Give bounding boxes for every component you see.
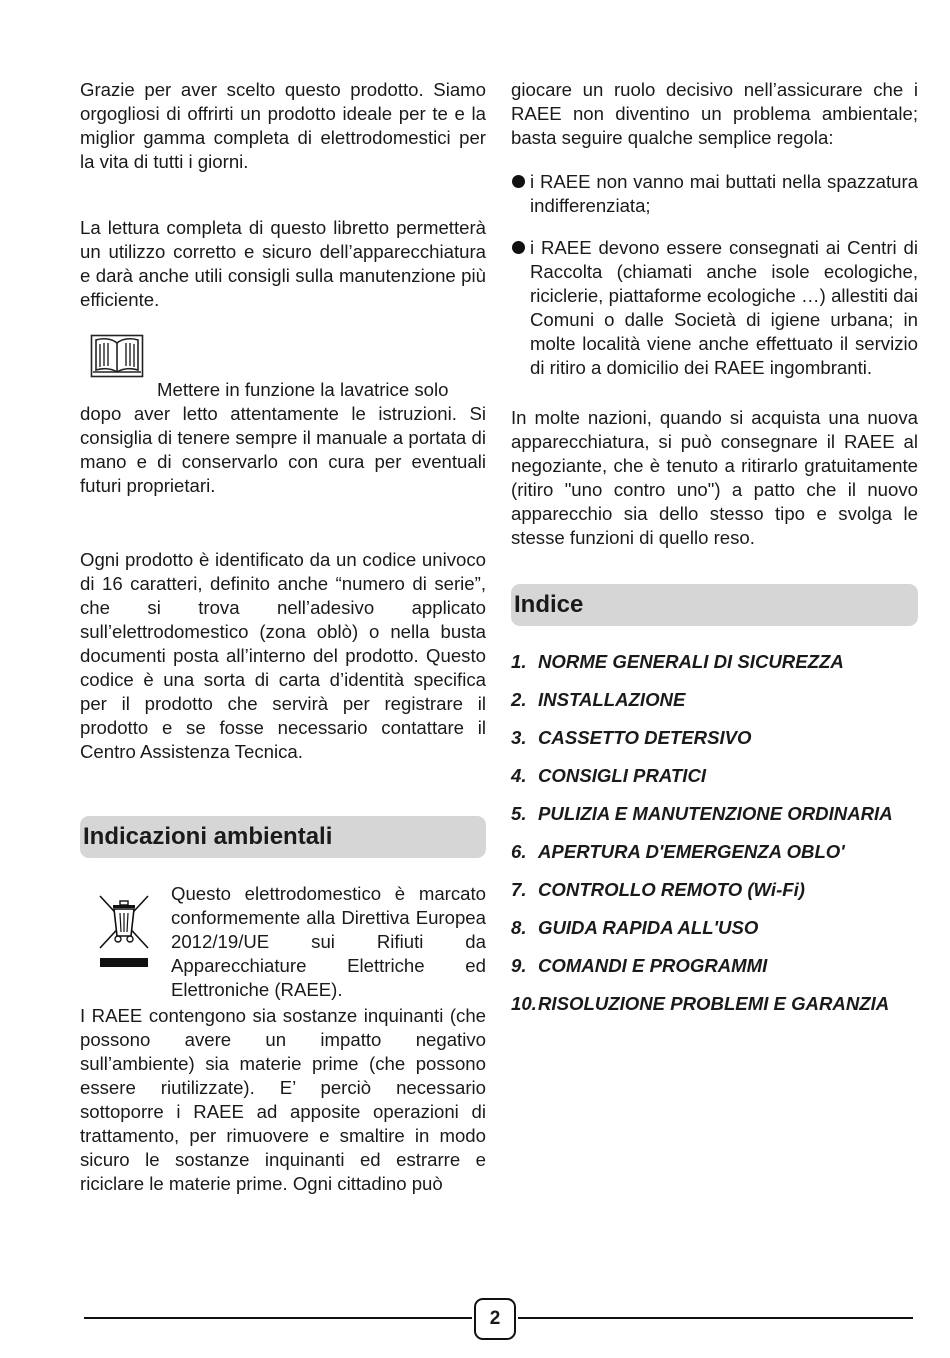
toc-label: INSTALLAZIONE (538, 689, 686, 710)
manual-first-line: Mettere in funzione la lavatrice solo (157, 379, 449, 400)
intro-paragraph: Grazie per aver scelto questo prodotto. Siamo orgogliosi di offrirti un prodotto ideale per te e la miglior gamma completa di elettrodomestici per la vita di tutti i giorni. (80, 79, 486, 172)
index-heading: Indice (511, 584, 918, 626)
env-heading: Indicazioni ambientali (80, 816, 486, 858)
manual-notice (80, 378, 486, 498)
manual-paragraph: dopo aver letto attentamente le istruzioni. Si consiglia di tenere sempre il manuale a portata di mano e di conservarlo con cura per eventuali futuri proprietari. (80, 403, 486, 496)
toc-item[interactable]: 9. COMANDI E PROGRAMMI (511, 955, 768, 976)
toc-item[interactable]: 7. CONTROLLO REMOTO (Wi-Fi) (511, 879, 805, 900)
page-number: 2 (474, 1298, 516, 1340)
bullet-text: i RAEE devono essere consegnati ai Centri di Raccolta (chiamati anche isole ecologiche, riciclerie, piattaforme ecologiche …) allestiti dai Comuni o dalle Società di igiene urbana; in molte località viene anche effettuato il servizio di ritiro a domicilio dei RAEE ingombranti. (530, 237, 918, 378)
bullet-item (511, 170, 918, 218)
continuation-paragraph: giocare un ruolo decisivo nell’assicurare che i RAEE non diventino un problema ambientale; basta seguire qualche semplice regola: (511, 79, 918, 148)
crossed-bin-icon (96, 892, 152, 972)
toc-label: GUIDA RAPIDA ALL'USO (538, 917, 759, 938)
raee-paragraph: I RAEE contengono sia sostanze inquinanti (che possono avere un impatto negativo sull’ambiente) sia materie prime (che possono essere riutilizzate). E’ perciò necessario sottoporre i RAEE ad apposite operazioni di trattamento, per rimuovere e smaltire in modo sicuro le sostanze inquinanti ed estrarre e riciclare le materie prime. Ogni cittadino può (80, 1005, 486, 1194)
bullet-text: i RAEE non vanno mai buttati nella spazzatura indifferenziata; (530, 171, 918, 216)
toc-label: PULIZIA E MANUTENZIONE ORDINARIA (538, 803, 893, 824)
table-of-contents (511, 650, 918, 1016)
serial-paragraph: Ogni prodotto è identificato da un codice univoco di 16 caratteri, definito anche “numero di serie”, che si trova nell’adesivo applicato sull’elettrodomestico (zona oblò) o nella busta documenti posta all’interno del prodotto. Questo codice è una sorta di carta d’identità specifica per il prodotto che servirà per registrare il prodotto e se fosse necessario contattare il Centro Assistenza Tecnica. (80, 549, 486, 762)
bullet-dot-icon (512, 175, 525, 188)
toc-item[interactable]: 5. PULIZIA E MANUTENZIONE ORDINARIA (511, 803, 893, 824)
weee-notice (80, 882, 486, 1002)
toc-label: APERTURA D'EMERGENZA OBLO' (538, 841, 845, 862)
bullet-dot-icon (512, 241, 525, 254)
toc-item[interactable]: 3. CASSETTO DETERSIVO (511, 727, 752, 748)
right-column (511, 78, 918, 1030)
toc-label: RISOLUZIONE PROBLEMI E GARANZIA (538, 993, 890, 1014)
toc-label: NORME GENERALI DI SICUREZZA (538, 651, 844, 672)
reading-paragraph: La lettura completa di questo libretto permetterà un utilizzo corretto e sicuro dell’apparecchiatura e darà anche utili consigli sulla manutenzione più efficiente. (80, 217, 486, 310)
weee-paragraph: Questo elettrodomestico è marcato conformemente alla Direttiva Europea 2012/19/UE sui Rifiuti da Apparecchiature Elettriche ed Elettroniche (RAEE). (171, 883, 486, 1000)
toc-label: CONSIGLI PRATICI (538, 765, 707, 786)
toc-item[interactable]: 6. APERTURA D'EMERGENZA OBLO' (511, 841, 845, 862)
bullet-item (511, 236, 918, 380)
left-column (80, 78, 486, 1196)
toc-item[interactable]: 1. NORME GENERALI DI SICUREZZA (511, 651, 844, 672)
toc-label: CASSETTO DETERSIVO (538, 727, 752, 748)
toc-label: CONTROLLO REMOTO (Wi-Fi) (538, 879, 805, 900)
footer-rule-left (84, 1317, 472, 1319)
footer-rule-right (518, 1317, 913, 1319)
toc-item[interactable]: 4. CONSIGLI PRATICI (511, 765, 707, 786)
toc-item[interactable]: 2. INSTALLAZIONE (511, 689, 686, 710)
toc-label: COMANDI E PROGRAMMI (538, 955, 768, 976)
toc-item[interactable]: 8. GUIDA RAPIDA ALL'USO (511, 917, 759, 938)
nations-paragraph: In molte nazioni, quando si acquista una nuova apparecchiatura, si può consegnare il RAEE al negoziante, che è tenuto a ritirarlo gratuitamente (ritiro "uno contro uno") a patto che il nuovo apparecchio sia dello stesso tipo e svolga le stesse funzioni di quello reso. (511, 407, 918, 548)
toc-item[interactable]: 10. RISOLUZIONE PROBLEMI E GARANZIA (511, 993, 890, 1014)
open-book-icon (90, 334, 144, 378)
